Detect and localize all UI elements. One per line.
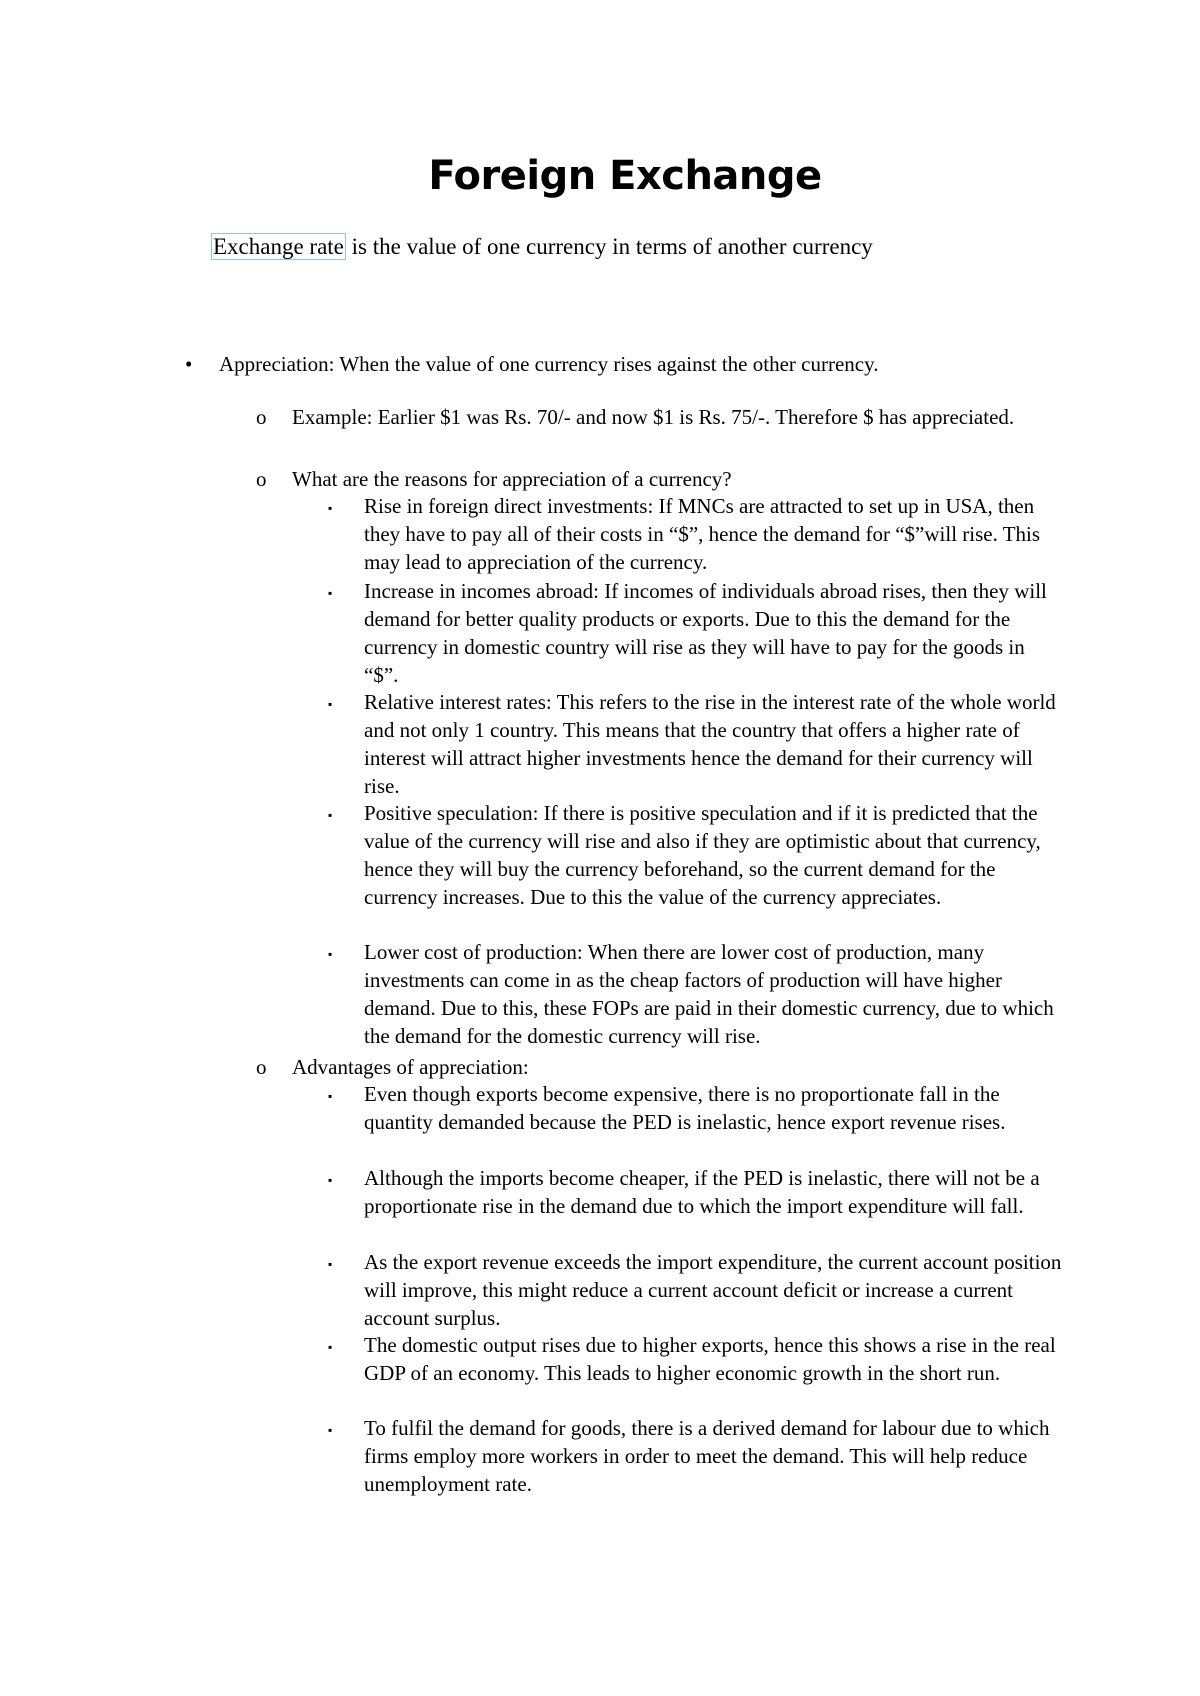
appreciation-heading: Appreciation: When the value of one currency rises against the other currency. <box>219 352 879 376</box>
page-title: Foreign Exchange <box>428 153 822 199</box>
square-bullet-marker: ▪ <box>328 1089 333 1103</box>
square-bullet-marker: ▪ <box>328 586 333 600</box>
sub-bullet-marker: o <box>256 405 267 429</box>
bullet-marker: • <box>185 352 193 376</box>
reasons-heading: What are the reasons for appreciation of a currency? <box>292 467 732 491</box>
advantage-text: To fulfil the demand for goods, there is a derived demand for labour due to which firms employ more workers in order to meet the demand. This will help reduce unemployment rate. <box>364 1416 1050 1496</box>
square-bullet-marker: ▪ <box>328 1423 333 1437</box>
definition-text: is the value of one currency in terms of another currency <box>345 234 873 259</box>
square-bullet-marker: ▪ <box>328 697 333 711</box>
definition-line <box>211 232 873 262</box>
exchange-rate-term[interactable]: Exchange rate <box>213 234 344 259</box>
example-text: Example: Earlier $1 was Rs. 70/- and now $1 is Rs. 75/-. Therefore $ has appreciated. <box>292 405 1015 429</box>
advantage-text: As the export revenue exceeds the import expenditure, the current account position will improve, this might reduce a current account deficit or increase a current account surplus. <box>364 1250 1062 1330</box>
advantage-text: Even though exports become expensive, there is no proportionate fall in the quantity demanded because the PED is inelastic, hence export revenue rises. <box>364 1082 1006 1134</box>
advantage-text: The domestic output rises due to higher exports, hence this shows a rise in the real GDP of an economy. This leads to higher economic growth in the short run. <box>364 1333 1056 1385</box>
reason-text: Increase in incomes abroad: If incomes of individuals abroad rises, then they will demand for better quality products or exports. Due to this the demand for the currency in domestic country will rise as they will have to pay for the goods in “$”. <box>364 579 1047 687</box>
reason-text: Positive speculation: If there is positive speculation and if it is predicted that the value of the currency will rise and also if they are optimistic about that currency, hence they will buy the currency beforehand, so the current demand for the currency increases. Due to this the value of the currency appreciates. <box>364 801 1041 909</box>
sub-bullet-marker: o <box>256 1055 267 1079</box>
square-bullet-marker: ▪ <box>328 501 333 515</box>
reason-text: Rise in foreign direct investments: If MNCs are attracted to set up in USA, then they have to pay all of their costs in “$”, hence the demand for “$”will rise. This may lead to appreciation of the currency. <box>364 494 1041 574</box>
square-bullet-marker: ▪ <box>328 947 333 961</box>
sub-bullet-marker: o <box>256 467 267 491</box>
advantages-heading: Advantages of appreciation: <box>292 1055 529 1079</box>
square-bullet-marker: ▪ <box>328 1173 333 1187</box>
advantage-text: Although the imports become cheaper, if the PED is inelastic, there will not be a proportionate rise in the demand due to which the import expenditure will fall. <box>364 1166 1040 1218</box>
reason-text: Relative interest rates: This refers to the rise in the interest rate of the whole world and not only 1 country. This means that the country that offers a higher rate of interest will attract higher investments hence the demand for their currency will rise. <box>364 690 1056 798</box>
square-bullet-marker: ▪ <box>328 1257 333 1271</box>
square-bullet-marker: ▪ <box>328 808 333 822</box>
square-bullet-marker: ▪ <box>328 1340 333 1354</box>
reason-text: Lower cost of production: When there are lower cost of production, many investments can come in as the cheap factors of production will have higher demand. Due to this, these FOPs are paid in their domestic currency, due to which the demand for the domestic currency will rise. <box>364 940 1054 1048</box>
